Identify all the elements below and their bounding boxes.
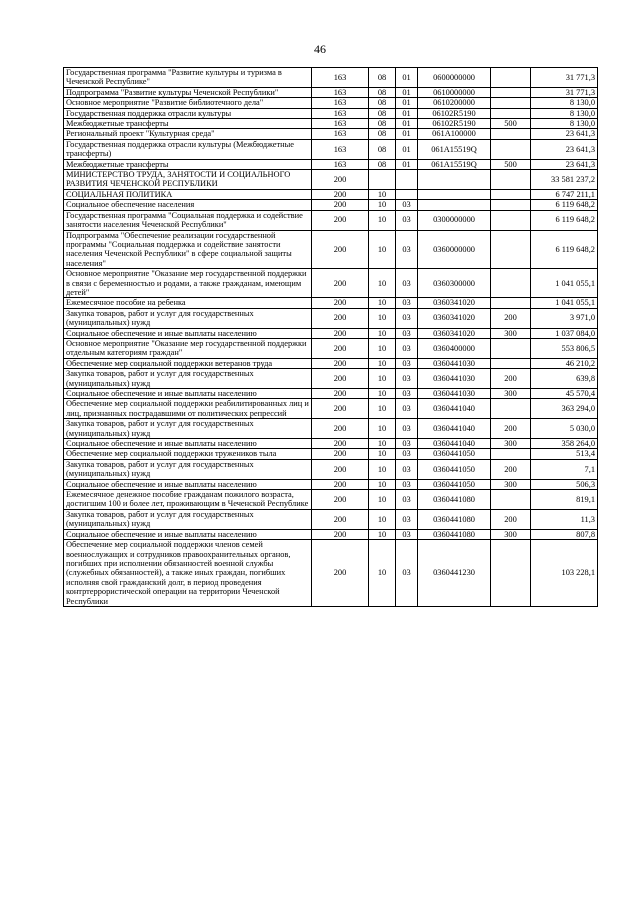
row-section: 08 [369,129,396,139]
row-expense-type [491,540,531,607]
row-amount: 7,1 [531,459,598,479]
row-target-article: 0360000000 [418,230,491,269]
row-section: 10 [369,308,396,328]
row-ministry-code: 163 [312,108,369,118]
row-subsection [396,189,418,199]
row-expense-type: 300 [491,439,531,449]
row-target-article: 0360441050 [418,449,491,459]
row-subsection: 03 [396,439,418,449]
row-amount: 363 294,0 [531,399,598,419]
row-amount: 6 119 648,2 [531,230,598,269]
row-ministry-code: 200 [312,230,369,269]
row-section: 10 [369,459,396,479]
row-name: Региональный проект "Культурная среда" [64,129,312,139]
table-row [64,338,598,358]
row-ministry-code: 200 [312,338,369,358]
row-ministry-code: 200 [312,399,369,419]
row-section: 10 [369,529,396,539]
row-expense-type: 300 [491,389,531,399]
row-section: 10 [369,419,396,439]
row-amount: 23 641,3 [531,139,598,159]
row-target-article: 0300000000 [418,210,491,230]
row-expense-type: 200 [491,369,531,389]
row-name: Основное мероприятие "Оказание мер государственной поддержки в связи с беременностью и родами, а также гражданам, имеющим детей" [64,269,312,298]
table-row [64,419,598,439]
row-amount: 807,8 [531,529,598,539]
row-target-article: 061A15519Q [418,159,491,169]
row-expense-type: 500 [491,119,531,129]
row-expense-type [491,298,531,308]
row-name: Государственная поддержка отрасли культуры [64,108,312,118]
row-amount: 506,3 [531,479,598,489]
table-row [64,119,598,129]
row-ministry-code: 200 [312,200,369,210]
row-subsection: 03 [396,399,418,419]
row-ministry-code: 200 [312,210,369,230]
row-subsection: 03 [396,459,418,479]
row-target-article: 0360441030 [418,369,491,389]
row-ministry-code: 200 [312,389,369,399]
row-section: 10 [369,509,396,529]
row-expense-type: 500 [491,159,531,169]
row-amount: 31 771,3 [531,87,598,97]
row-section: 10 [369,540,396,607]
row-amount: 3 971,0 [531,308,598,328]
table-row [64,98,598,108]
row-amount: 8 130,0 [531,98,598,108]
table-row [64,108,598,118]
table-row [64,200,598,210]
row-subsection: 03 [396,328,418,338]
row-expense-type [491,269,531,298]
row-section: 08 [369,159,396,169]
row-amount: 8 130,0 [531,119,598,129]
row-name: Социальное обеспечение и иные выплаты населению [64,529,312,539]
row-amount: 103 228,1 [531,540,598,607]
row-subsection: 03 [396,540,418,607]
row-name: Государственная поддержка отрасли культуры (Межбюджетные трансферты) [64,139,312,159]
row-subsection: 03 [396,230,418,269]
row-amount: 46 210,2 [531,358,598,368]
row-expense-type [491,170,531,190]
row-amount: 639,8 [531,369,598,389]
row-name: Межбюджетные трансферты [64,159,312,169]
row-ministry-code: 163 [312,119,369,129]
row-ministry-code: 163 [312,98,369,108]
row-amount: 6 747 211,1 [531,189,598,199]
row-subsection: 03 [396,298,418,308]
row-name: Межбюджетные трансферты [64,119,312,129]
row-amount: 358 264,0 [531,439,598,449]
row-target-article: 0360400000 [418,338,491,358]
table-row [64,328,598,338]
row-subsection: 01 [396,139,418,159]
row-section: 10 [369,399,396,419]
table-row [64,298,598,308]
row-subsection: 03 [396,419,418,439]
row-expense-type [491,399,531,419]
table-row [64,210,598,230]
row-name: Подпрограмма "Развитие культуры Чеченской Республики" [64,87,312,97]
row-name: Закупка товаров, работ и услуг для государственных (муниципальных) нужд [64,509,312,529]
row-section: 10 [369,358,396,368]
row-target-article: 0360441040 [418,419,491,439]
table-row [64,139,598,159]
row-expense-type [491,200,531,210]
row-target-article: 06102R5190 [418,119,491,129]
row-section: 08 [369,139,396,159]
row-target-article: 0360441030 [418,389,491,399]
row-section: 10 [369,369,396,389]
row-expense-type [491,68,531,88]
row-subsection: 01 [396,68,418,88]
row-target-article: 0360300000 [418,269,491,298]
table-row [64,389,598,399]
row-ministry-code: 200 [312,269,369,298]
row-subsection: 03 [396,529,418,539]
row-expense-type [491,98,531,108]
row-ministry-code: 200 [312,449,369,459]
row-target-article: 0360341020 [418,298,491,308]
row-target-article: 0360441040 [418,399,491,419]
row-subsection: 03 [396,358,418,368]
row-ministry-code: 200 [312,189,369,199]
row-target-article: 0360441080 [418,509,491,529]
row-subsection: 03 [396,490,418,510]
row-expense-type: 200 [491,419,531,439]
row-target-article: 0360441050 [418,459,491,479]
row-section: 10 [369,439,396,449]
table-row [64,170,598,190]
row-ministry-code: 163 [312,129,369,139]
row-amount: 6 119 648,2 [531,210,598,230]
row-section: 10 [369,479,396,489]
row-amount: 1 037 084,0 [531,328,598,338]
table-row [64,449,598,459]
row-target-article: 0360441230 [418,540,491,607]
row-name: Закупка товаров, работ и услуг для государственных (муниципальных) нужд [64,419,312,439]
row-ministry-code: 200 [312,170,369,190]
row-expense-type [491,87,531,97]
row-amount: 8 130,0 [531,108,598,118]
row-subsection: 01 [396,87,418,97]
row-name: Основное мероприятие "Оказание мер государственной поддержки отдельным категориям граждан" [64,338,312,358]
table-row [64,369,598,389]
row-name: Государственная программа "Развитие культуры и туризма в Чеченской Республике" [64,68,312,88]
row-name: Социальное обеспечение и иные выплаты населению [64,439,312,449]
table-row [64,439,598,449]
row-ministry-code: 200 [312,328,369,338]
row-expense-type [491,129,531,139]
row-section [369,170,396,190]
row-ministry-code: 200 [312,479,369,489]
row-name: Закупка товаров, работ и услуг для государственных (муниципальных) нужд [64,308,312,328]
row-subsection: 01 [396,159,418,169]
row-expense-type [491,449,531,459]
row-section: 08 [369,119,396,129]
row-expense-type [491,108,531,118]
row-amount: 23 641,3 [531,159,598,169]
table-row [64,189,598,199]
row-target-article: 0360441050 [418,479,491,489]
table-row [64,529,598,539]
table-row [64,479,598,489]
row-amount: 31 771,3 [531,68,598,88]
row-section: 08 [369,98,396,108]
row-name: Государственная программа "Социальная поддержка и содействие занятости населения Чеченской Республики" [64,210,312,230]
table-row [64,540,598,607]
row-ministry-code: 163 [312,139,369,159]
row-name: Основное мероприятие "Развитие библиотечного дела" [64,98,312,108]
row-ministry-code: 200 [312,540,369,607]
row-name: СОЦИАЛЬНАЯ ПОЛИТИКА [64,189,312,199]
row-section: 08 [369,87,396,97]
row-ministry-code: 200 [312,308,369,328]
row-subsection: 03 [396,338,418,358]
row-ministry-code: 163 [312,68,369,88]
row-subsection [396,170,418,190]
row-amount: 513,4 [531,449,598,459]
table-row [64,87,598,97]
row-expense-type [491,139,531,159]
row-section: 10 [369,200,396,210]
row-subsection: 03 [396,479,418,489]
row-section: 10 [369,328,396,338]
row-ministry-code: 200 [312,439,369,449]
row-subsection: 01 [396,98,418,108]
row-ministry-code: 200 [312,509,369,529]
row-subsection: 01 [396,129,418,139]
row-name: Социальное обеспечение и иные выплаты населению [64,328,312,338]
row-section: 08 [369,108,396,118]
row-subsection: 01 [396,108,418,118]
row-name: Подпрограмма "Обеспечение реализации государственной программы "Социальная поддержка и содействие занятости населения Чеченской Республики" в сфере социальной защиты населения" [64,230,312,269]
row-target-article: 0360441080 [418,529,491,539]
row-name: Обеспечение мер социальной поддержки ветеранов труда [64,358,312,368]
table-row [64,459,598,479]
row-name: Закупка товаров, работ и услуг для государственных (муниципальных) нужд [64,459,312,479]
row-target-article: 061A15519Q [418,139,491,159]
row-ministry-code: 200 [312,419,369,439]
row-target-article: 0600000000 [418,68,491,88]
row-expense-type: 200 [491,308,531,328]
table-row [64,159,598,169]
row-amount: 1 041 055,1 [531,269,598,298]
row-amount: 5 030,0 [531,419,598,439]
row-ministry-code: 200 [312,358,369,368]
row-amount: 45 570,4 [531,389,598,399]
row-amount: 819,1 [531,490,598,510]
table-row [64,490,598,510]
table-row [64,399,598,419]
row-subsection: 03 [396,389,418,399]
row-target-article: 0610200000 [418,98,491,108]
row-section: 10 [369,490,396,510]
budget-table-body [64,68,598,607]
row-target-article [418,200,491,210]
row-section: 10 [369,298,396,308]
row-section: 10 [369,449,396,459]
table-row [64,68,598,88]
row-expense-type [491,358,531,368]
row-subsection: 03 [396,369,418,389]
row-ministry-code: 200 [312,490,369,510]
row-target-article: 0360341020 [418,308,491,328]
page-number: 46 [314,42,326,56]
row-subsection: 03 [396,509,418,529]
table-row [64,308,598,328]
row-section: 10 [369,269,396,298]
row-subsection: 03 [396,200,418,210]
row-target-article: 0360341020 [418,328,491,338]
row-name: Закупка товаров, работ и услуг для государственных (муниципальных) нужд [64,369,312,389]
row-target-article: 061A100000 [418,129,491,139]
row-name: Ежемесячное денежное пособие гражданам пожилого возраста, достигшим 100 и более лет, проживающим в Чеченской Республике [64,490,312,510]
row-section: 10 [369,210,396,230]
row-name: Обеспечение мер социальной поддержки тружеников тыла [64,449,312,459]
row-name: Обеспечение мер социальной поддержки членов семей военнослужащих и сотрудников правоохранительных органов, погибших при исполнении обязанностей военной службы (служебных обязанностей), а также иных граждан, погибших исполняя свой гражданский долг, в период проведения контртеррористической операции на территории Чеченской Республики [64,540,312,607]
budget-table [63,67,598,607]
row-name: Обеспечение мер социальной поддержки реабилитированных лиц и лиц, признанных пострадавшими от политических репрессий [64,399,312,419]
row-subsection: 03 [396,269,418,298]
row-ministry-code: 200 [312,298,369,308]
row-expense-type [491,338,531,358]
row-name: Социальное обеспечение и иные выплаты населению [64,389,312,399]
row-expense-type: 300 [491,479,531,489]
row-subsection: 03 [396,449,418,459]
row-ministry-code: 200 [312,529,369,539]
row-subsection: 01 [396,119,418,129]
row-section: 10 [369,189,396,199]
table-row [64,269,598,298]
row-amount: 33 581 237,2 [531,170,598,190]
row-expense-type: 300 [491,328,531,338]
row-target-article [418,170,491,190]
row-name: Социальное обеспечение и иные выплаты населению [64,479,312,489]
row-expense-type: 200 [491,509,531,529]
row-target-article: 0610000000 [418,87,491,97]
table-row [64,129,598,139]
row-amount: 23 641,3 [531,129,598,139]
row-amount: 11,3 [531,509,598,529]
row-amount: 1 041 055,1 [531,298,598,308]
row-ministry-code: 163 [312,159,369,169]
row-target-article: 0360441080 [418,490,491,510]
row-name: Социальное обеспечение населения [64,200,312,210]
row-name: МИНИСТЕРСТВО ТРУДА, ЗАНЯТОСТИ И СОЦИАЛЬНОГО РАЗВИТИЯ ЧЕЧЕНСКОЙ РЕСПУБЛИКИ [64,170,312,190]
row-section: 10 [369,230,396,269]
row-name: Ежемесячное пособие на ребенка [64,298,312,308]
row-target-article: 0360441040 [418,439,491,449]
row-ministry-code: 200 [312,369,369,389]
row-expense-type: 200 [491,459,531,479]
row-target-article: 06102R5190 [418,108,491,118]
row-section: 10 [369,338,396,358]
row-section: 10 [369,389,396,399]
row-section: 08 [369,68,396,88]
table-row [64,230,598,269]
row-ministry-code: 163 [312,87,369,97]
row-amount: 6 119 648,2 [531,200,598,210]
row-ministry-code: 200 [312,459,369,479]
row-expense-type: 300 [491,529,531,539]
row-subsection: 03 [396,308,418,328]
row-target-article: 0360441030 [418,358,491,368]
row-amount: 553 806,5 [531,338,598,358]
row-expense-type [491,230,531,269]
row-expense-type [491,490,531,510]
row-expense-type [491,189,531,199]
row-expense-type [491,210,531,230]
table-row [64,509,598,529]
table-row [64,358,598,368]
row-subsection: 03 [396,210,418,230]
row-target-article [418,189,491,199]
